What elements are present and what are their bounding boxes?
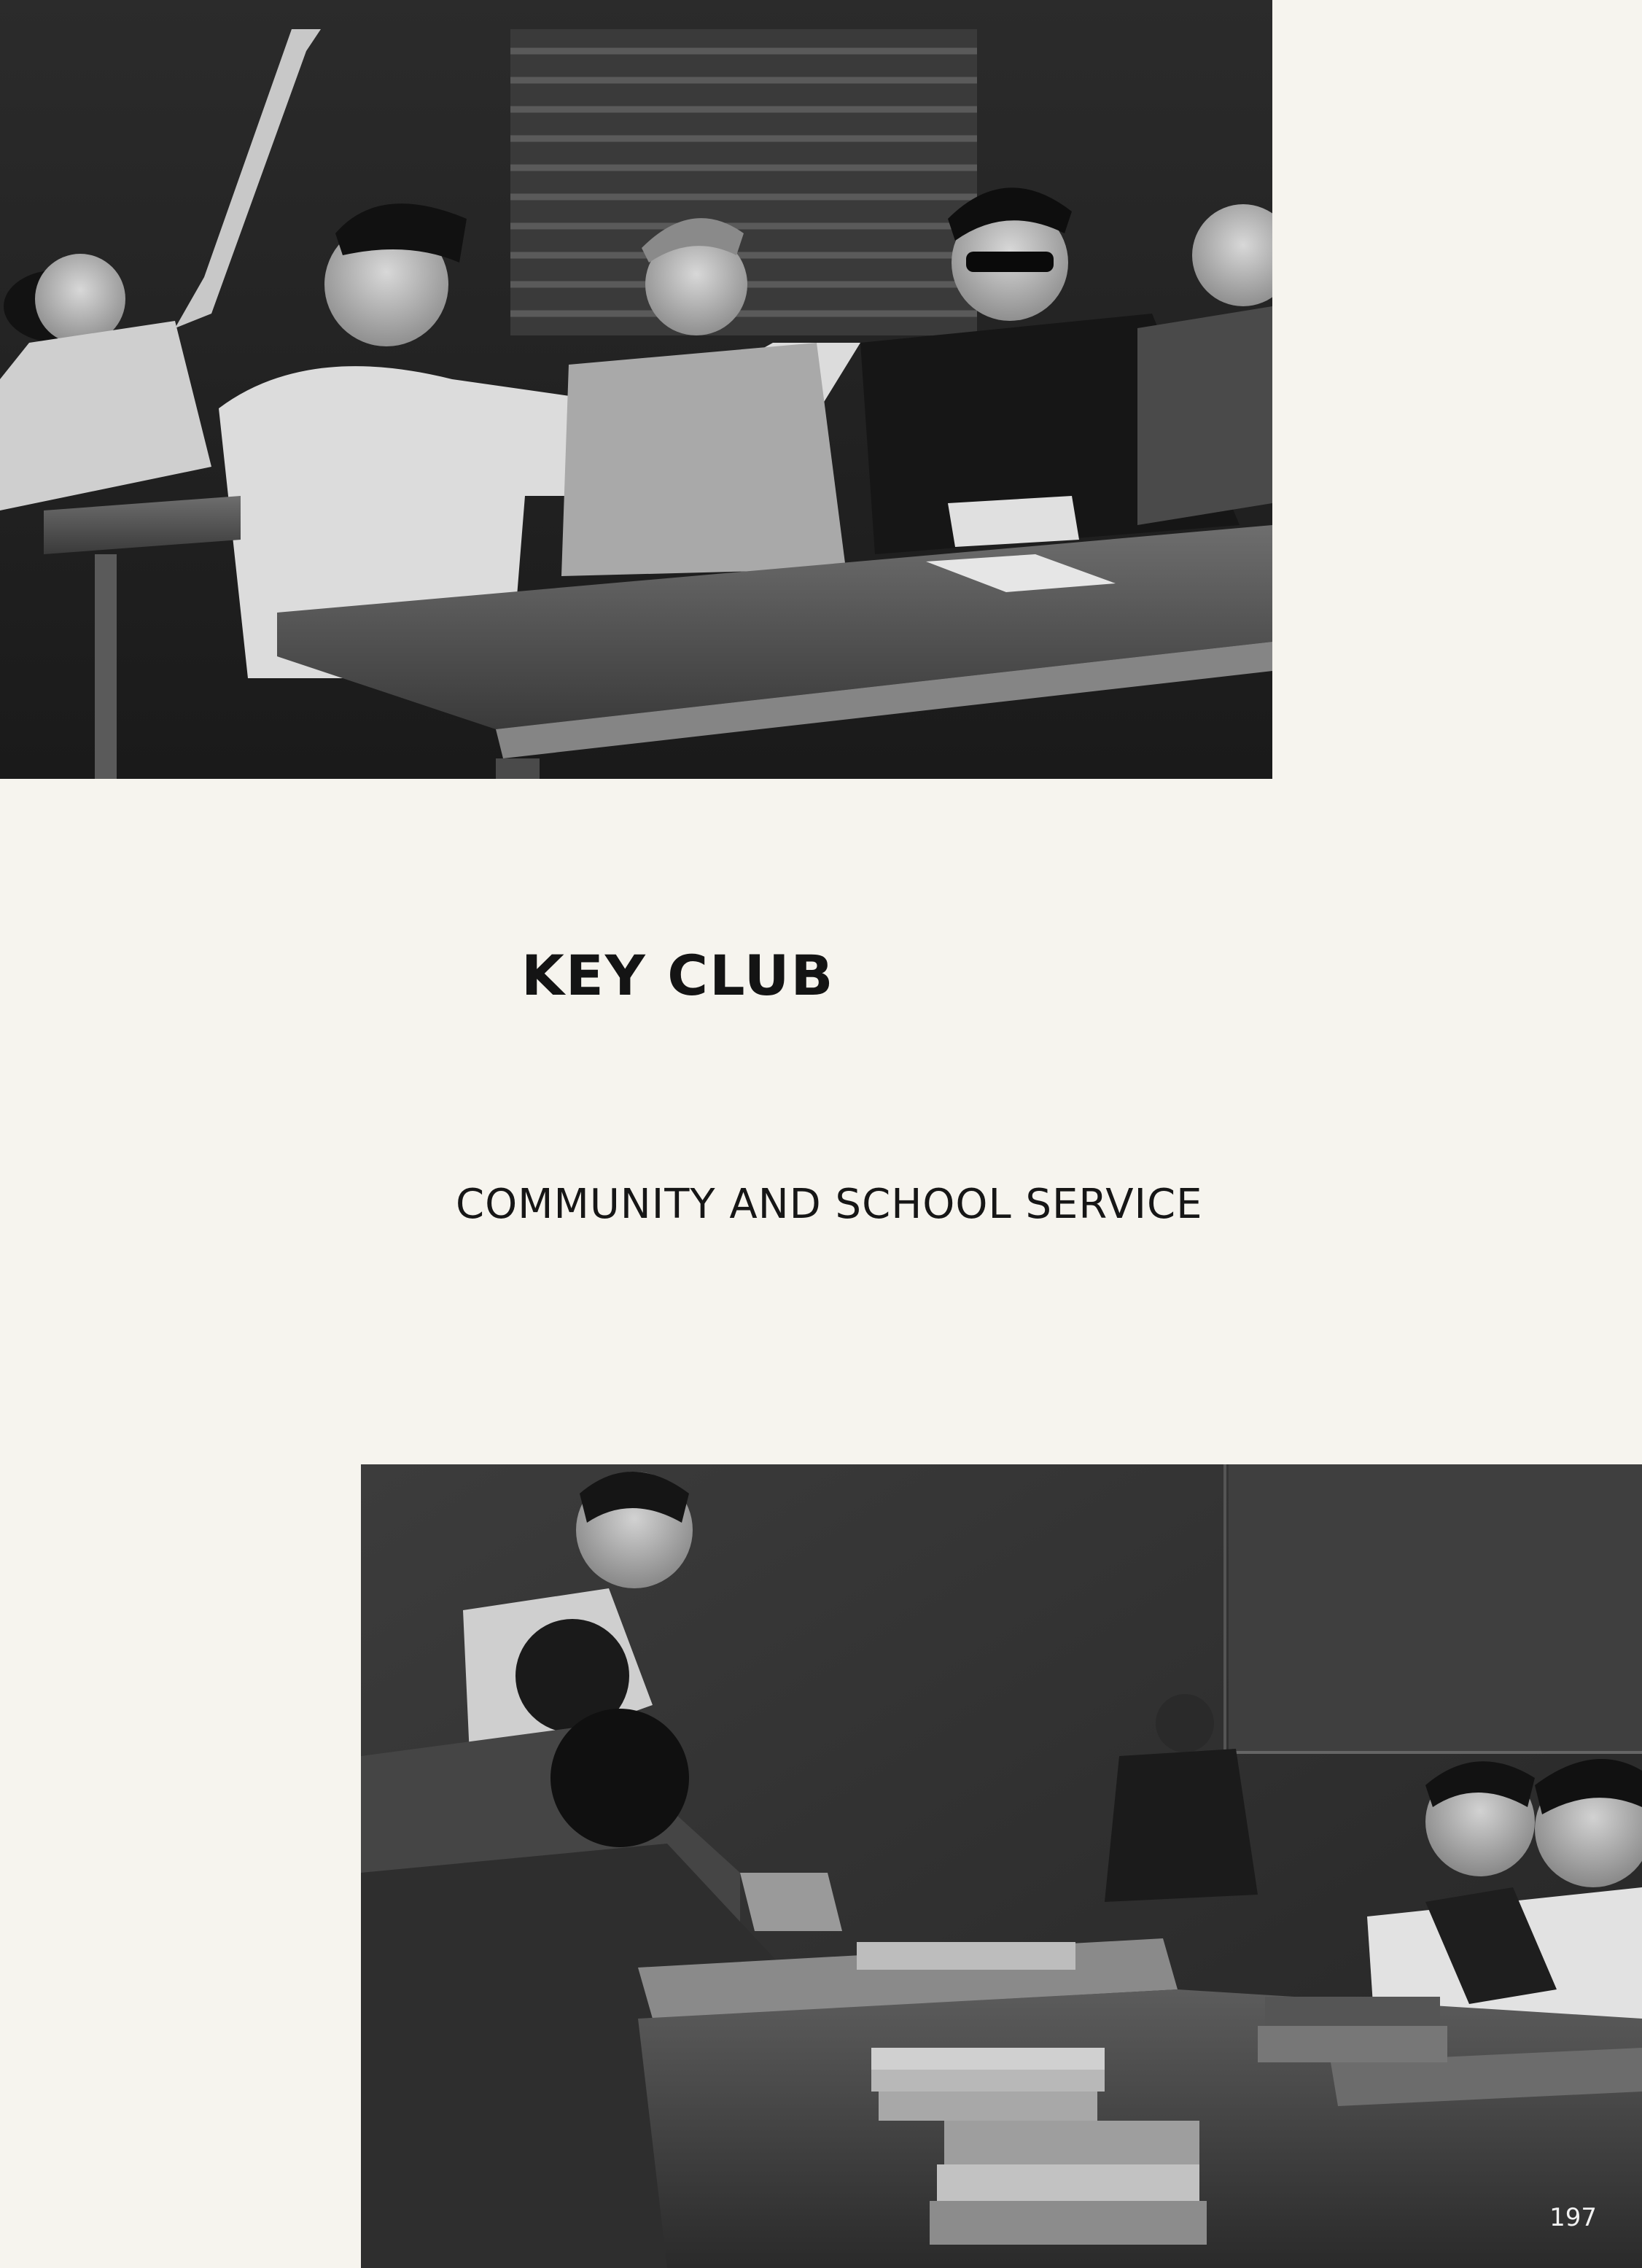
page-title: KEY CLUB <box>521 943 835 1008</box>
page-subtitle: COMMUNITY AND SCHOOL SERVICE <box>456 1181 1203 1228</box>
key-club-photo-top <box>0 0 1272 779</box>
key-club-photo-bottom <box>361 1464 1642 2268</box>
photo-top-image <box>0 0 1272 779</box>
photo-bottom-image <box>361 1464 1642 2268</box>
page-number: 197 <box>1549 2203 1597 2232</box>
